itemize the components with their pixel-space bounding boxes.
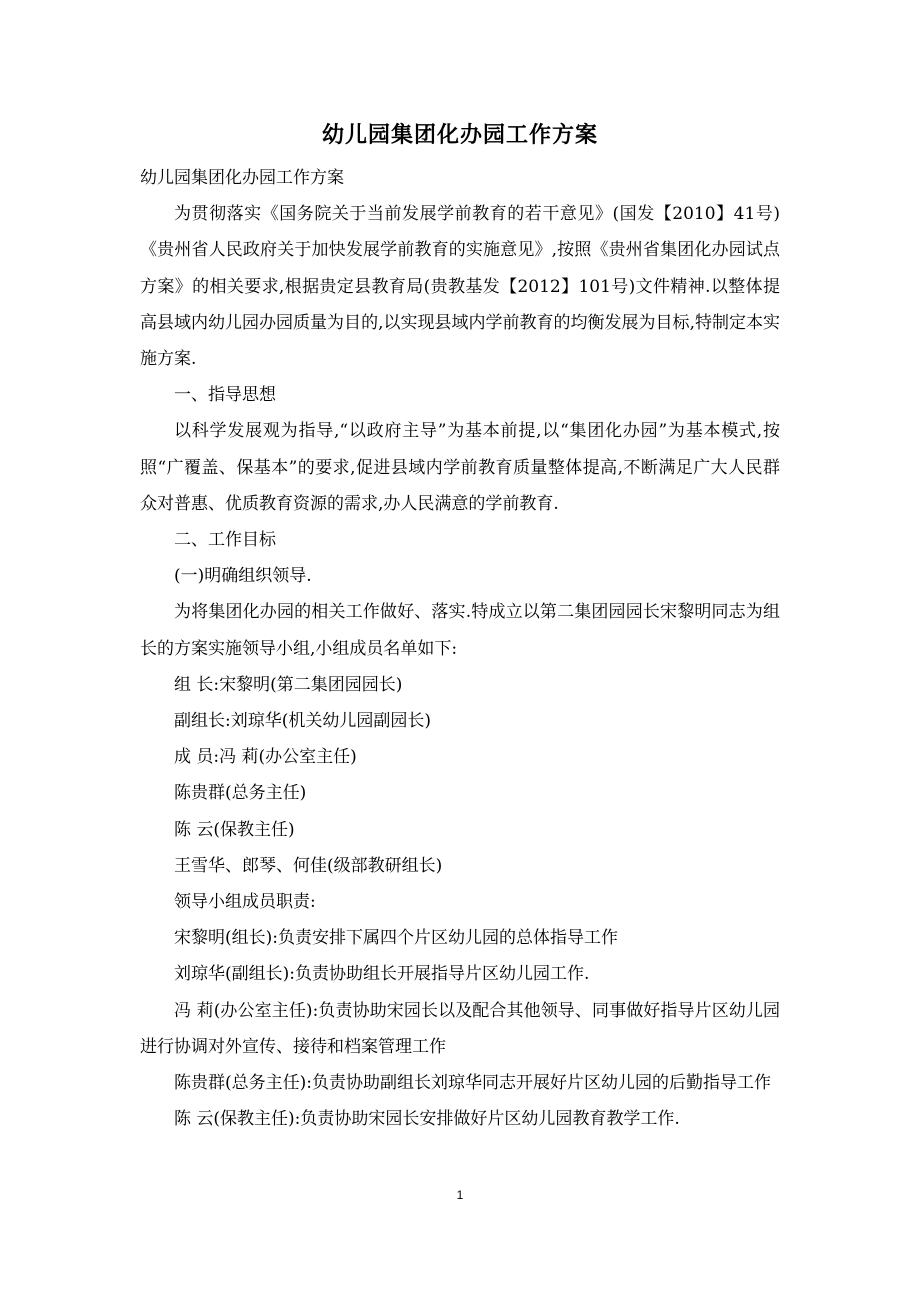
paragraph: 一、指导思想 bbox=[174, 385, 276, 406]
paragraph: 领导小组成员职责: bbox=[174, 892, 316, 913]
paragraph: (一)明确组织领导. bbox=[174, 566, 312, 587]
paragraph: 为贯彻落实《国务院关于当前发展学前教育的若干意见》(国发【2010】41号)《贵州省人民政府关于加快发展学前教育的实施意见》,按照《贵州省集团化办园试点方案》的相关要求,根据贵定县教育局(贵教基发【2012】101号)文件精神.以整体提高县域内幼儿园办园质量为目的,以实现县域内学前教育的均衡发展为目标,特制定本实施方案. bbox=[140, 204, 780, 370]
paragraph: 陈贵群(总务主任) bbox=[174, 783, 307, 804]
paragraph: 副组长:刘琼华(机关幼儿园副园长) bbox=[174, 711, 431, 732]
paragraph: 成 员:冯 莉(办公室主任) bbox=[174, 747, 357, 768]
paragraph: 陈 云(保教主任) bbox=[174, 819, 295, 840]
paragraph: 陈 云(保教主任):负责协助宋园长安排做好片区幼儿园教育教学工作. bbox=[174, 1109, 680, 1130]
paragraph: 以科学发展观为指导,“以政府主导”为基本前提,以“集团化办园”为基本模式,按照“广覆盖、保基本”的要求,促进县域内学前教育质量整体提高,不断满足广大人民群众对普惠、优质教育资源的需求,办人民满意的学前教育. bbox=[140, 421, 780, 514]
paragraph: 王雪华、郎琴、何佳(级部教研组长) bbox=[174, 855, 443, 876]
paragraph: 幼儿园集团化办园工作方案 bbox=[140, 168, 344, 188]
paragraph: 宋黎明(组长):负责安排下属四个片区幼儿园的总体指导工作 bbox=[174, 928, 618, 949]
paragraph: 冯 莉(办公室主任):负责协助宋园长以及配合其他领导、同事做好指导片区幼儿园进行协调对外宣传、接待和档案管理工作 bbox=[140, 1000, 780, 1057]
document-body bbox=[140, 160, 780, 1137]
paragraph: 为将集团化办园的相关工作做好、落实.特成立以第二集团园园长宋黎明同志为组长的方案实施领导小组,小组成员名单如下: bbox=[140, 602, 780, 659]
page-number: 1 bbox=[456, 1188, 464, 1202]
paragraph: 二、工作目标 bbox=[174, 530, 276, 551]
paragraph: 组 长:宋黎明(第二集团园园长) bbox=[174, 674, 403, 695]
paragraph: 陈贵群(总务主任):负责协助副组长刘琼华同志开展好片区幼儿园的后勤指导工作 bbox=[174, 1073, 771, 1094]
document-title: 幼儿园集团化办园工作方案 bbox=[321, 123, 598, 148]
paragraph: 刘琼华(副组长):负责协助组长开展指导片区幼儿园工作. bbox=[174, 964, 590, 985]
